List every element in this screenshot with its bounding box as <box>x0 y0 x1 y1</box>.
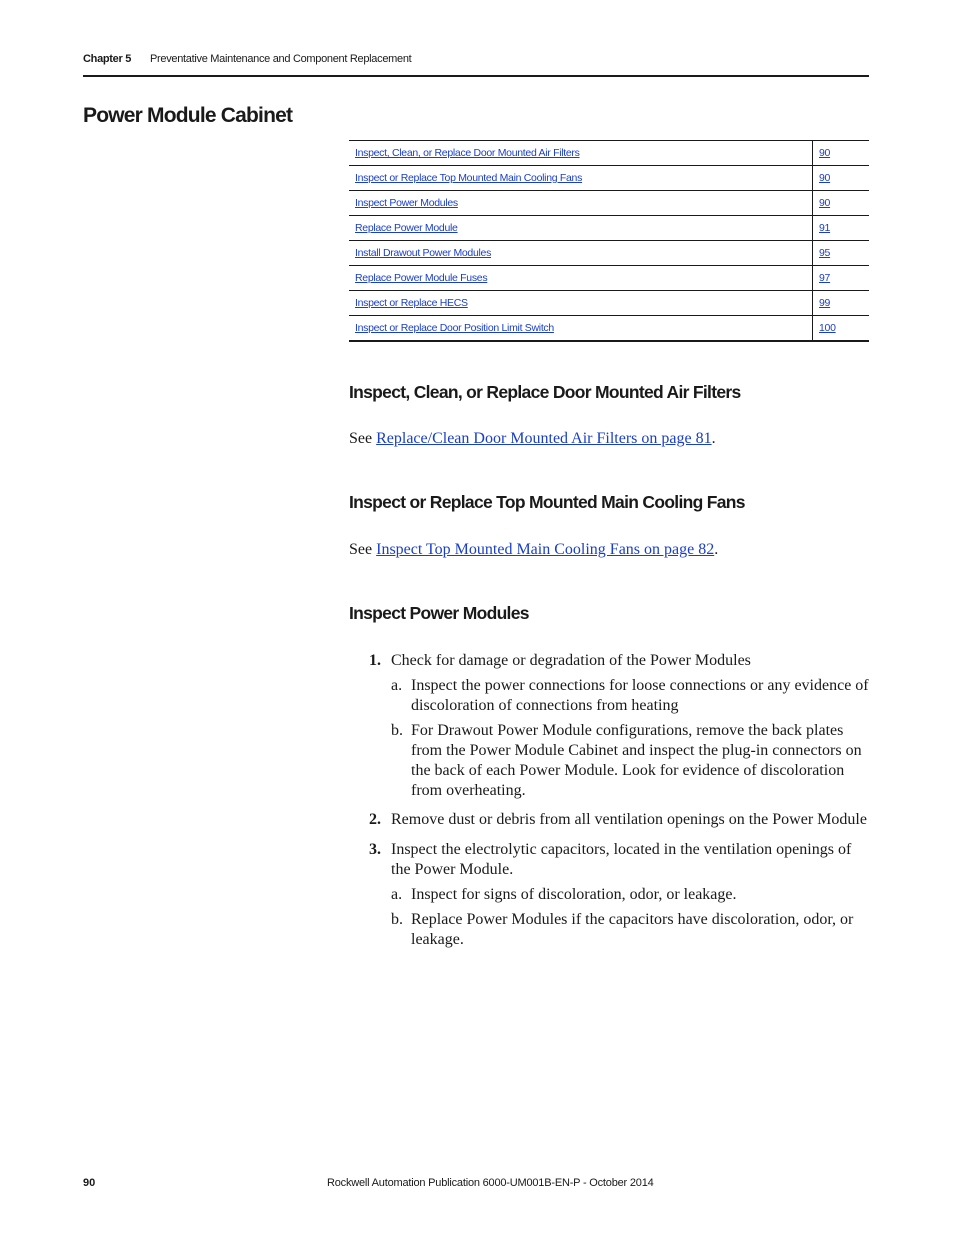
toc-row <box>349 241 869 266</box>
heading-cooling-fans: Inspect or Replace Top Mounted Main Cooling Fans <box>349 492 745 512</box>
toc-page-link[interactable]: 90 <box>819 197 831 209</box>
substep-1b <box>391 721 869 801</box>
step-text: Remove dust or debris from all ventilation openings on the Power Module <box>391 811 867 828</box>
toc-row <box>349 141 869 166</box>
toc-link-air-filters[interactable]: Inspect, Clean, or Replace Door Mounted Air Filters <box>355 147 580 159</box>
toc-row <box>349 191 869 216</box>
toc-row <box>349 316 869 340</box>
toc-page-link[interactable]: 90 <box>819 172 831 184</box>
substep-text: For Drawout Power Module configurations, remove the back plates from the Power Module Cabinet and inspect the plug-in connectors on the back of each Power Module. Look for evidence of discoloration from overheating. <box>411 722 862 799</box>
step-2 <box>369 810 869 830</box>
toc-page-link[interactable]: 97 <box>819 272 831 284</box>
step-3 <box>369 840 869 880</box>
toc-page-link[interactable]: 90 <box>819 147 831 159</box>
link-cooling-fans-page[interactable]: Inspect Top Mounted Main Cooling Fans on page 82 <box>376 541 715 558</box>
substep-letter: a. <box>391 677 403 694</box>
toc-link-cooling-fans[interactable]: Inspect or Replace Top Mounted Main Cooling Fans <box>355 172 583 184</box>
heading-air-filters: Inspect, Clean, or Replace Door Mounted Air Filters <box>349 382 741 402</box>
toc-page-link[interactable]: 99 <box>819 297 831 309</box>
substep-3a <box>391 885 869 905</box>
substep-letter: b. <box>391 722 403 739</box>
substep-letter: b. <box>391 911 403 928</box>
toc-row <box>349 291 869 316</box>
link-air-filters-page[interactable]: Replace/Clean Door Mounted Air Filters on page 81 <box>376 430 712 447</box>
step-number: 3. <box>369 841 381 858</box>
toc-link-replace-power-module[interactable]: Replace Power Module <box>355 222 458 234</box>
topic-table <box>349 140 869 342</box>
step-text: Inspect the electrolytic capacitors, located in the ventilation openings of the Power Module. <box>391 841 852 878</box>
toc-page-link[interactable]: 100 <box>819 322 836 334</box>
running-header <box>83 53 869 77</box>
step-text: Check for damage or degradation of the Power Modules <box>391 652 751 669</box>
substep-3b <box>391 910 869 950</box>
toc-page-link[interactable]: 91 <box>819 222 831 234</box>
see-reference-cooling-fans <box>349 540 718 560</box>
substep-text: Replace Power Modules if the capacitors have discoloration, odor, or leakage. <box>411 911 854 948</box>
see-prefix: See <box>349 541 377 558</box>
chapter-label: Chapter 5 <box>83 53 132 65</box>
footer-page-number: 90 <box>83 1177 96 1189</box>
heading-inspect-power-modules: Inspect Power Modules <box>349 603 529 623</box>
substep-1a <box>391 676 869 716</box>
chapter-title: Preventative Maintenance and Component Replacement <box>150 53 412 65</box>
see-reference-air-filters <box>349 429 716 449</box>
toc-link-limit-switch[interactable]: Inspect or Replace Door Position Limit Switch <box>355 322 554 334</box>
substep-text: Inspect for signs of discoloration, odor, or leakage. <box>411 886 737 903</box>
see-prefix: See <box>349 430 377 447</box>
procedure-list <box>369 651 869 950</box>
toc-link-replace-fuses[interactable]: Replace Power Module Fuses <box>355 272 488 284</box>
section-title: Power Module Cabinet <box>83 104 293 127</box>
toc-link-install-drawout[interactable]: Install Drawout Power Modules <box>355 247 492 259</box>
toc-link-inspect-power-modules[interactable]: Inspect Power Modules <box>355 197 458 209</box>
substep-letter: a. <box>391 886 403 903</box>
toc-link-hecs[interactable]: Inspect or Replace HECS <box>355 297 468 309</box>
substep-text: Inspect the power connections for loose connections or any evidence of discoloration of connections from heating <box>411 677 869 714</box>
step-number: 1. <box>369 652 381 669</box>
period: . <box>714 541 719 558</box>
step-1 <box>369 651 869 671</box>
step-number: 2. <box>369 811 381 828</box>
period: . <box>711 430 716 447</box>
toc-page-link[interactable]: 95 <box>819 247 831 259</box>
footer-publication: Rockwell Automation Publication 6000-UM001B-EN-P - October 2014 <box>327 1177 654 1189</box>
toc-row <box>349 266 869 291</box>
toc-row <box>349 216 869 241</box>
toc-row <box>349 166 869 191</box>
